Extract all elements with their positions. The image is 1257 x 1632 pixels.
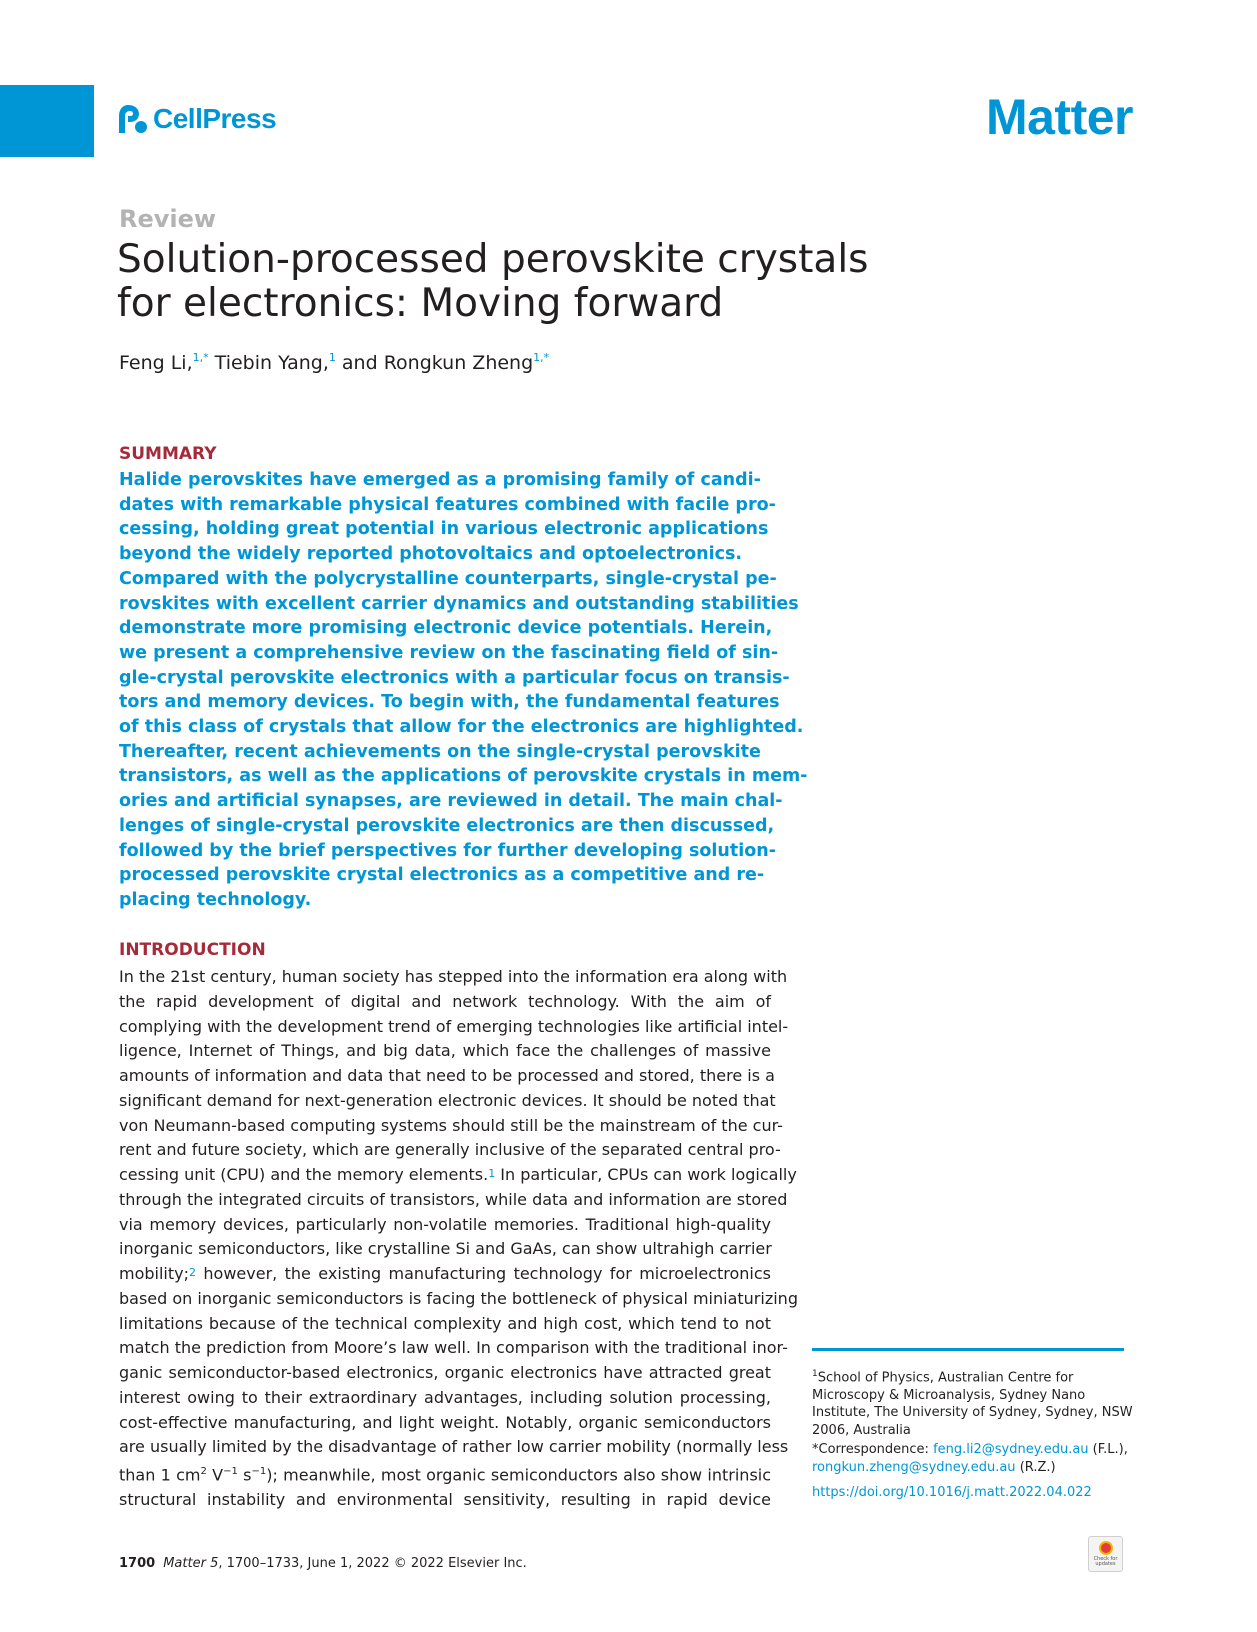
affiliation-line: 2006, Australia: [812, 1422, 911, 1438]
author-name: Feng Li,: [119, 352, 193, 374]
intro-line: complying with the development trend of emerging technologies like artificial intel-: [119, 1016, 789, 1036]
summary-line: cessing, holding great potential in various electronic applications: [119, 519, 769, 540]
intro-line: In the 21st century, human society has stepped into the information era along with: [119, 967, 788, 986]
intro-line: [119, 1460, 771, 1488]
affiliation-mark: 1: [812, 1369, 818, 1379]
intro-text-run: however, the existing manufacturing technology for microelectronics: [196, 1264, 771, 1283]
intro-line: via memory devices, particularly non-volatile memories. Traditional high-quality: [119, 1214, 771, 1234]
unit-exponent: −1: [223, 1466, 238, 1477]
intro-text-run: than 1 cm: [119, 1465, 201, 1485]
intro-text-run: V: [206, 1465, 224, 1485]
intro-text-run: cessing unit (CPU) and the memory elements.: [119, 1165, 489, 1184]
page-footer: [119, 1556, 527, 1571]
summary-line: placing technology.: [119, 889, 312, 910]
unit-exponent: 2: [200, 1466, 207, 1477]
author-name: Tiebin Yang,: [214, 352, 329, 374]
article-type: Review: [119, 205, 217, 233]
intro-line: significant demand for next-generation electronic devices. It should be noted that: [119, 1090, 776, 1110]
intro-text-run: s: [237, 1465, 252, 1485]
introduction-text: [119, 965, 798, 1513]
page-number: 1700: [119, 1556, 156, 1571]
summary-line: we present a comprehensive review on the fascinating field of sin-: [119, 642, 779, 663]
author-affiliation-mark[interactable]: 1: [328, 351, 336, 364]
intro-line: [119, 1262, 771, 1287]
intro-line: through the integrated circuits of transistors, while data and information are stored: [119, 1189, 788, 1209]
article-title: [117, 238, 877, 326]
affiliation-line: Institute, The University of Sydney, Sydney, NSW: [812, 1405, 1133, 1421]
affiliation-divider: [812, 1348, 1124, 1351]
author-list: [119, 352, 549, 374]
footer-volume: 5: [210, 1556, 219, 1571]
cellpress-logo-icon: [119, 103, 149, 135]
summary-line: transistors, as well as the applications of perovskite crystals in mem-: [119, 766, 808, 787]
author-affiliation-mark[interactable]: 1,*: [533, 351, 550, 364]
intro-line: rent and future society, which are generally inclusive of the separated central pro-: [119, 1140, 781, 1160]
author-affiliation-mark[interactable]: 1,*: [192, 351, 209, 364]
author-initials: (R.Z.): [1015, 1459, 1056, 1475]
affiliation-note: [812, 1366, 1132, 1439]
summary-line: gle-crystal perovskite electronics with a particular focus on transis-: [119, 667, 790, 688]
summary-line: Compared with the polycrystalline counterparts, single-crystal pe-: [119, 568, 777, 589]
affiliation-text: School of Physics, Australian Centre for: [817, 1370, 1074, 1386]
unit-exponent: −1: [251, 1466, 267, 1477]
footer-journal: Matter: [163, 1556, 206, 1571]
intro-line: ligence, Internet of Things, and big data, which face the challenges of massive: [119, 1041, 771, 1061]
summary-text: [119, 468, 808, 913]
summary-line: followed by the brief perspectives for further developing solution-: [119, 840, 776, 861]
intro-text-run: mobility;: [119, 1264, 189, 1283]
summary-line: processed perovskite crystal electronics as a competitive and re-: [119, 865, 765, 886]
correspondence-note: [812, 1441, 1128, 1476]
intro-line: inorganic semiconductors, like crystalline Si and GaAs, can show ultrahigh carrier: [119, 1239, 772, 1259]
check-for-updates-label: Check for updates: [1093, 1556, 1118, 1567]
intro-line: cost-effective manufacturing, and light weight. Notably, organic semiconductors: [119, 1412, 771, 1432]
intro-line: interest owing to their extraordinary advantages, including solution processing,: [119, 1387, 771, 1407]
intro-text-run: ); meanwhile, most organic semiconductors also show intrinsic: [266, 1465, 772, 1485]
publisher-logo[interactable]: [119, 103, 276, 135]
intro-line: based on inorganic semiconductors is facing the bottleneck of physical miniaturizing: [119, 1288, 798, 1308]
intro-line: von Neumann-based computing systems should still be the mainstream of the cur-: [119, 1115, 783, 1135]
journal-title[interactable]: Matter: [985, 89, 1133, 145]
email-link[interactable]: rongkun.zheng@sydney.edu.au: [812, 1459, 1016, 1475]
summary-line: lenges of single-crystal perovskite electronics are then discussed,: [119, 815, 775, 836]
intro-line: ganic semiconductor-based electronics, organic electronics have attracted great: [119, 1363, 771, 1382]
intro-line: amounts of information and data that need to be processed and stored, there is a: [119, 1066, 775, 1085]
correspondence-label: *Correspondence:: [812, 1442, 934, 1457]
affiliation-line: Microscopy & Microanalysis, Sydney Nano: [812, 1387, 1086, 1403]
summary-line: ories and artificial synapses, are reviewed in detail. The main chal-: [119, 791, 783, 812]
reference-link[interactable]: 2: [189, 1266, 196, 1279]
intro-line: are usually limited by the disadvantage of rather low carrier mobility (normally less: [119, 1437, 789, 1457]
check-for-updates-button[interactable]: [1088, 1536, 1123, 1572]
intro-line: structural instability and environmental sensitivity, resulting in rapid device: [119, 1490, 771, 1510]
title-line: for electronics: Moving forward: [117, 281, 724, 326]
journal-color-tab: [0, 85, 94, 157]
doi-link[interactable]: https://doi.org/10.1016/j.matt.2022.04.022: [812, 1485, 1092, 1500]
author-name: and Rongkun Zheng: [341, 352, 534, 374]
introduction-heading: INTRODUCTION: [119, 940, 266, 960]
email-link[interactable]: feng.li2@sydney.edu.au: [933, 1442, 1089, 1457]
summary-heading: SUMMARY: [119, 444, 217, 464]
correspondence-line: [812, 1441, 1128, 1459]
intro-line: limitations because of the technical complexity and high cost, which tend to not: [119, 1313, 771, 1333]
intro-line: [119, 1163, 797, 1188]
summary-line: rovskites with excellent carrier dynamics and outstanding stabilities: [119, 593, 799, 614]
intro-line: the rapid development of digital and network technology. With the aim of: [119, 991, 771, 1011]
affiliation-line: [812, 1366, 1132, 1387]
author-initials: (F.L.),: [1088, 1442, 1128, 1457]
summary-line: demonstrate more promising electronic device potentials. Herein,: [119, 618, 773, 639]
correspondence-line: [812, 1459, 1128, 1477]
summary-line: beyond the widely reported photovoltaics and optoelectronics.: [119, 544, 743, 565]
summary-line: tors and memory devices. To begin with, the fundamental features: [119, 692, 780, 713]
summary-line: of this class of crystals that allow for the electronics are highlighted.: [119, 717, 804, 738]
intro-line: match the prediction from Moore’s law well. In comparison with the traditional inor-: [119, 1338, 788, 1358]
summary-line: Thereafter, recent achievements on the single-crystal perovskite: [119, 741, 761, 762]
title-line: Solution-processed perovskite crystals: [117, 237, 869, 282]
summary-line: dates with remarkable physical features combined with facile pro-: [119, 494, 776, 515]
intro-text-run: In particular, CPUs can work logically: [495, 1165, 797, 1184]
publisher-name: CellPress: [153, 103, 277, 134]
summary-line: Halide perovskites have emerged as a promising family of candi-: [119, 470, 761, 490]
reference-link[interactable]: 1: [488, 1167, 496, 1180]
check-for-updates-icon: [1099, 1541, 1113, 1555]
footer-citation: , 1700–1733, June 1, 2022 © 2022 Elsevier Inc.: [218, 1556, 527, 1571]
